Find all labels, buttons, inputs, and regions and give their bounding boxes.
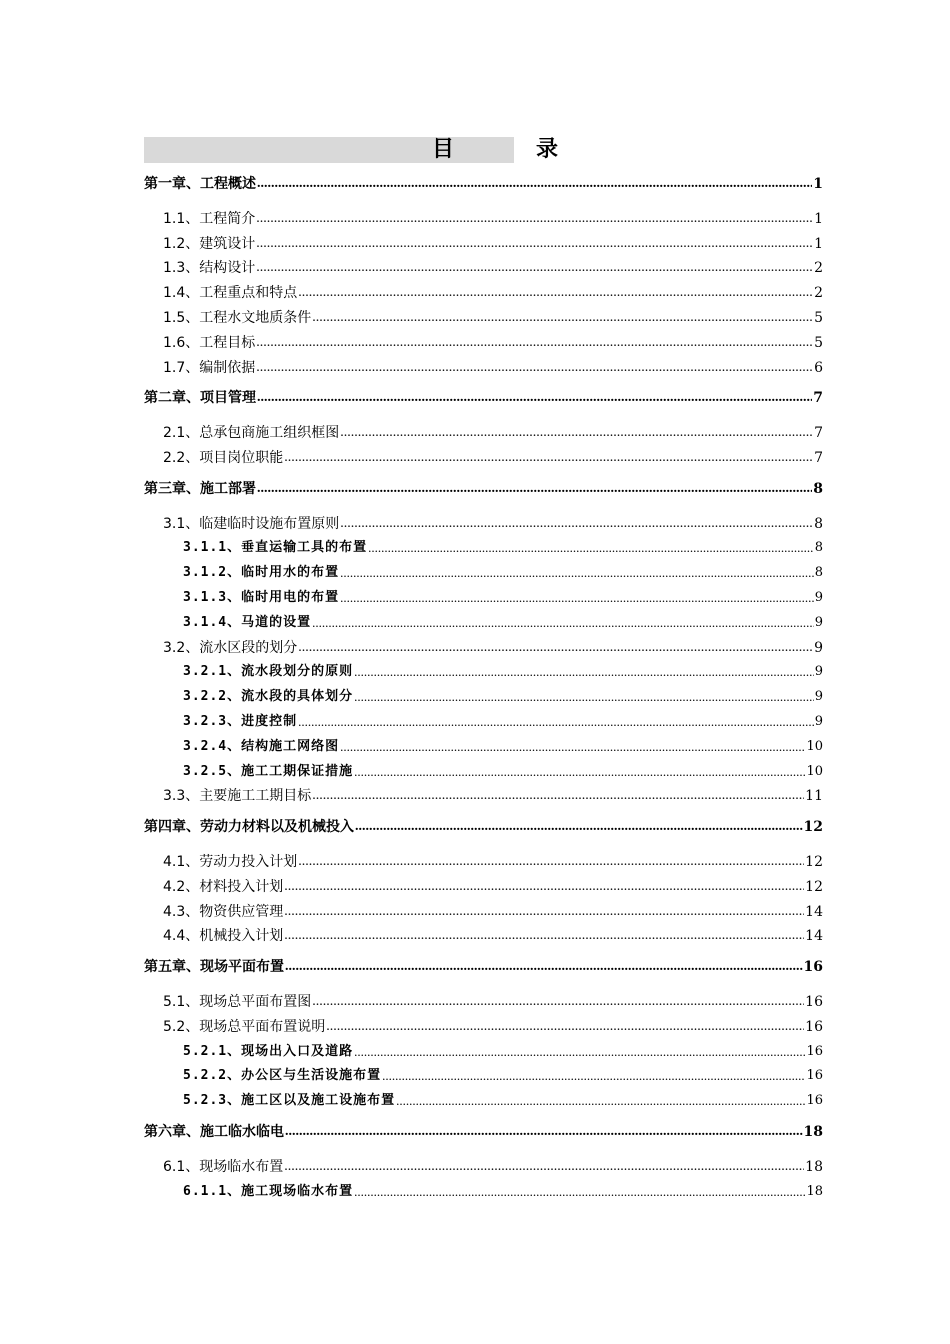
toc-entry-label: 第六章、施工临水临电 [144,1124,284,1140]
toc-entry-page: 9 [814,590,823,605]
toc-leader-dots [285,1122,803,1142]
toc-entry[interactable] [163,902,823,922]
toc-entry-label: 3.1.4、马道的设置 [183,615,312,630]
toc-entry-label: 3.1.3、临时用电的布置 [183,590,340,605]
toc-entry[interactable] [183,762,823,782]
toc-entry-page: 11 [805,788,823,804]
toc-entry-label: 5.2、现场总平面布置说明 [163,1019,326,1035]
toc-entry-label: 4.2、材料投入计划 [163,879,284,895]
toc-entry-label: 4.3、物资供应管理 [163,904,284,920]
toc-entry-label: 3.2、流水区段的划分 [163,640,298,656]
toc-leader-dots [354,662,814,682]
toc-entry-label: 3.2.2、流水段的具体划分 [183,689,354,704]
toc-leader-dots [326,1017,804,1037]
toc-entry-label: 第五章、现场平面布置 [144,959,284,975]
toc-entry[interactable] [163,448,823,468]
toc-entry[interactable] [183,563,823,583]
toc-leader-dots [256,333,813,353]
toc-entry[interactable] [144,817,823,837]
toc-leader-dots [285,957,803,977]
toc-entry-page: 8 [813,481,823,497]
toc-entry-label: 5.2.1、现场出入口及道路 [183,1044,354,1059]
toc-entry-label: 2.1、总承包商施工组织框图 [163,425,340,441]
toc-leader-dots [298,283,813,303]
toc-leader-dots [368,538,814,558]
toc-leader-dots [256,258,813,278]
toc-entry[interactable] [183,687,823,707]
toc-entry-label: 3.1.2、临时用水的布置 [183,565,340,580]
toc-entry-page: 6 [814,360,823,376]
toc-entry-page: 16 [806,1068,823,1083]
toc-entry[interactable] [183,712,823,732]
toc-entry-label: 3.1.1、垂直运输工具的布置 [183,540,368,555]
toc-entry[interactable] [163,333,823,353]
toc-entry-page: 9 [814,714,823,729]
toc-entry-page: 18 [805,1159,823,1175]
toc-leader-dots [382,1066,805,1086]
toc-leader-dots [340,588,814,608]
toc-entry-page: 7 [814,425,823,441]
toc-entry-page: 8 [814,516,823,532]
toc-leader-dots [284,448,813,468]
toc-entry[interactable] [163,358,823,378]
toc-entry-label: 4.4、机械投入计划 [163,928,284,944]
toc-entry[interactable] [183,1091,823,1111]
toc-entry[interactable] [183,613,823,633]
toc-entry-label: 1.6、工程目标 [163,335,256,351]
toc-entry-page: 14 [805,928,823,944]
toc-entry[interactable] [163,209,823,229]
toc-entry-page: 2 [814,260,823,276]
toc-leader-dots [396,1091,805,1111]
toc-entry[interactable] [183,662,823,682]
toc-leader-dots [312,613,814,633]
toc-entry-page: 5 [814,335,823,351]
toc-leader-dots [298,712,814,732]
toc-leader-dots [354,687,814,707]
toc-entry[interactable] [144,957,823,977]
toc-entry-page: 8 [814,565,823,580]
toc-entry-label: 1.7、编制依据 [163,360,256,376]
toc-entry-page: 10 [806,739,823,754]
toc-entry[interactable] [163,283,823,303]
toc-entry-label: 2.2、项目岗位职能 [163,450,284,466]
toc-leader-dots [257,174,812,194]
toc-entry-label: 5.2.2、办公区与生活设施布置 [183,1068,382,1083]
toc-entry[interactable] [183,1066,823,1086]
toc-leader-dots [284,902,804,922]
toc-entry-label: 第二章、项目管理 [144,390,256,406]
toc-entry[interactable] [163,1017,823,1037]
toc-entry-page: 12 [805,879,823,895]
toc-entry-page: 18 [803,1124,823,1140]
toc-entry-label: 第三章、施工部署 [144,481,256,497]
toc-entry-page: 9 [814,640,823,656]
toc-entry-page: 18 [806,1184,823,1199]
toc-entry[interactable] [144,1122,823,1142]
toc-entry-label: 1.2、建筑设计 [163,236,256,252]
toc-entry[interactable] [183,1182,823,1202]
toc-entry[interactable] [163,992,823,1012]
toc-entry[interactable] [144,388,823,408]
toc-entry-page: 16 [803,959,823,975]
toc-entry-page: 16 [806,1093,823,1108]
toc-leader-dots [257,388,812,408]
toc-entry[interactable] [163,1157,823,1177]
toc-entry[interactable] [163,308,823,328]
toc-entry[interactable] [163,514,823,534]
toc-leader-dots [354,1042,805,1062]
toc-entry[interactable] [163,234,823,254]
toc-leader-dots [340,423,813,443]
toc-entry-label: 5.2.3、施工区以及施工设施布置 [183,1093,396,1108]
toc-entry[interactable] [183,588,823,608]
toc-entry-label: 第一章、工程概述 [144,176,256,192]
toc-entry[interactable] [144,174,823,194]
toc-entry-label: 3.2.4、结构施工网络图 [183,739,340,754]
toc-leader-dots [298,852,804,872]
toc-entry-label: 1.5、工程水文地质条件 [163,310,312,326]
page-title: 目 录 [432,137,589,162]
toc-entry-page: 1 [814,236,823,252]
toc-leader-dots [354,762,805,782]
toc-entry-label: 1.1、工程简介 [163,211,256,227]
toc-entry[interactable] [183,538,823,558]
toc-entry-page: 16 [805,994,823,1010]
toc-entry-label: 1.4、工程重点和特点 [163,285,298,301]
toc-entry-page: 14 [805,904,823,920]
toc-entry-label: 3.2.5、施工工期保证措施 [183,764,354,779]
toc-entry-page: 10 [806,764,823,779]
toc-leader-dots [256,358,813,378]
toc-entry-page: 1 [813,176,823,192]
toc-entry-label: 1.3、结构设计 [163,260,256,276]
toc-entry-label: 3.2.3、进度控制 [183,714,298,729]
toc-entry-page: 1 [814,211,823,227]
toc-leader-dots [256,234,813,254]
toc-leader-dots [284,926,804,946]
toc-leader-dots [284,1157,804,1177]
toc-entry[interactable] [163,786,823,806]
toc-leader-dots [312,992,804,1012]
toc-leader-dots [284,877,804,897]
toc-entry-page: 9 [814,664,823,679]
toc-entry-page: 9 [814,689,823,704]
toc-entry-page: 16 [805,1019,823,1035]
toc-entry[interactable] [163,423,823,443]
toc-leader-dots [312,308,813,328]
toc-entry[interactable] [183,737,823,757]
toc-entry-page: 8 [814,540,823,555]
toc-leader-dots [340,563,814,583]
toc-entry[interactable] [144,479,823,499]
toc-entry[interactable] [163,638,823,658]
toc-entry-page: 7 [813,390,823,406]
toc-entry-label: 5.1、现场总平面布置图 [163,994,312,1010]
toc-entry-page: 12 [805,854,823,870]
toc-entry-label: 6.1、现场临水布置 [163,1159,284,1175]
toc-entry-label: 4.1、劳动力投入计划 [163,854,298,870]
toc-entry-page: 5 [814,310,823,326]
toc-entry[interactable] [163,877,823,897]
toc-leader-dots [257,479,812,499]
toc-entry-label: 6.1.1、施工现场临水布置 [183,1184,354,1199]
toc-leader-dots [312,786,804,806]
toc-leader-dots [340,514,813,534]
toc-leader-dots [340,737,805,757]
toc-entry-page: 2 [814,285,823,301]
toc-entry-page: 12 [803,819,823,835]
toc-leader-dots [298,638,813,658]
toc-entry[interactable] [163,258,823,278]
toc-entry-label: 3.3、主要施工工期目标 [163,788,312,804]
toc-entry-page: 7 [814,450,823,466]
toc-entry-label: 3.2.1、流水段划分的原则 [183,664,354,679]
toc-leader-dots [355,817,803,837]
toc-entry-page: 9 [814,615,823,630]
toc-entry[interactable] [183,1042,823,1062]
toc-entry-label: 3.1、临建临时设施布置原则 [163,516,340,532]
toc-entry[interactable] [163,852,823,872]
toc-entry-page: 16 [806,1044,823,1059]
toc-entry-label: 第四章、劳动力材料以及机械投入 [144,819,354,835]
toc-leader-dots [256,209,813,229]
toc-leader-dots [354,1182,805,1202]
toc-entry[interactable] [163,926,823,946]
